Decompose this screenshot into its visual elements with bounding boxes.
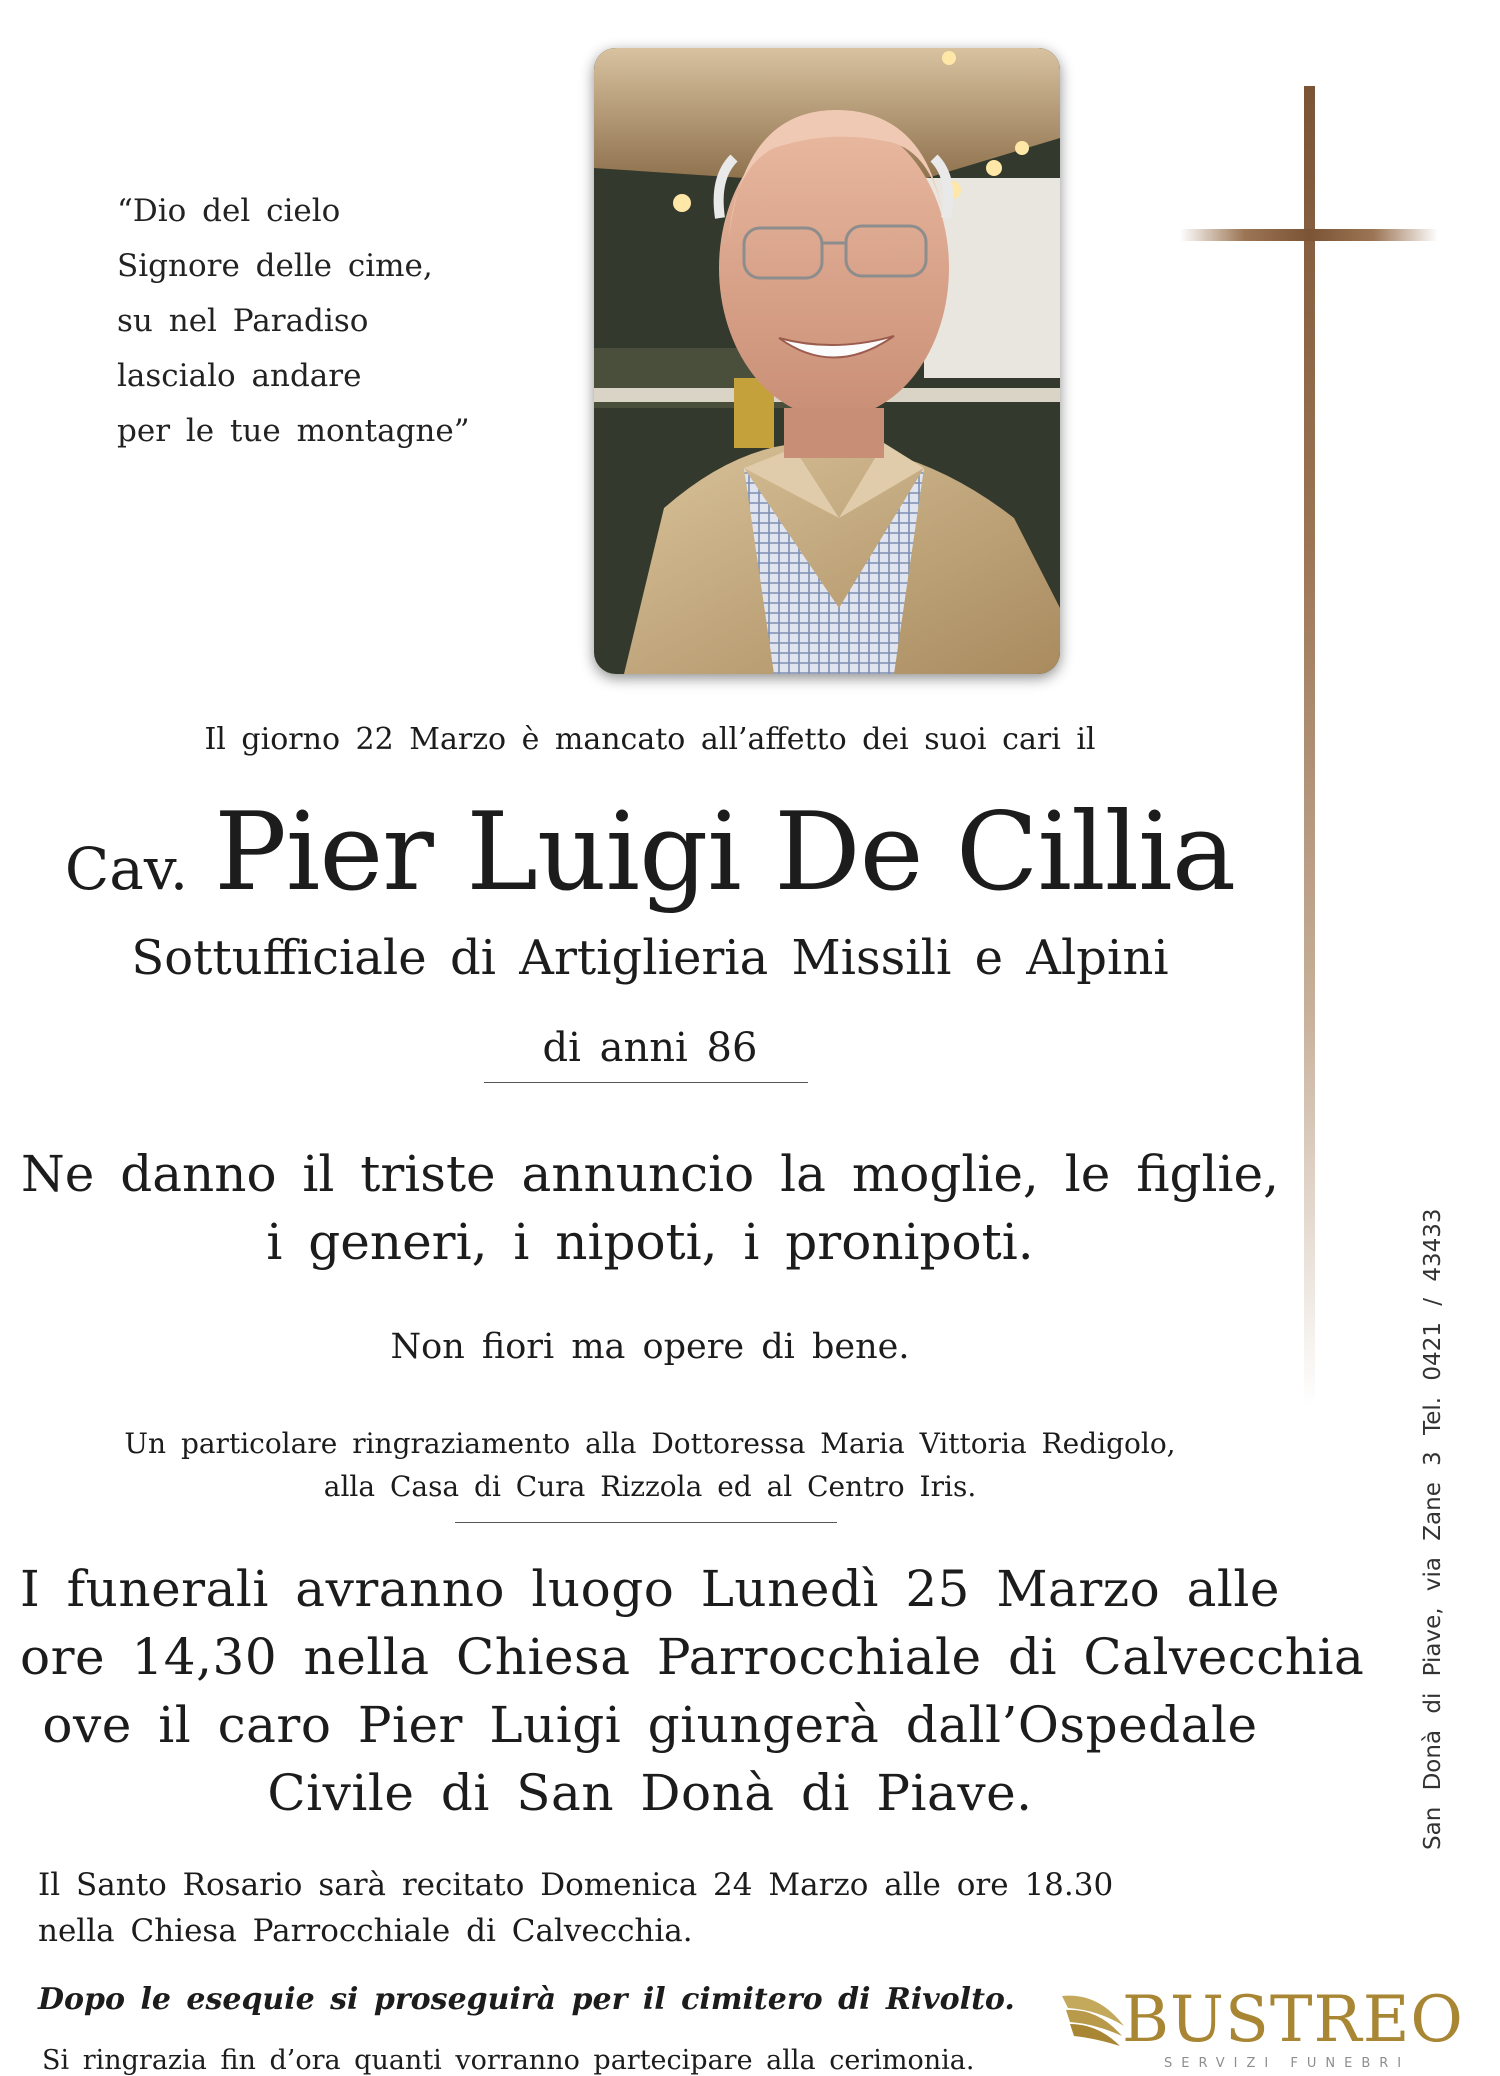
- poem-line: “Dio del cielo: [117, 193, 341, 229]
- poem-line: lascialo andare: [117, 358, 362, 394]
- age: di anni 86: [542, 1025, 758, 1071]
- logo-wordmark: BUSTREO: [1122, 1983, 1464, 2057]
- rosary-details: [38, 1862, 1113, 1954]
- deceased-name-row: [20, 790, 1280, 915]
- funeral-line: ore 14,30 nella Chiesa Parrocchiale di Calvecchia: [20, 1628, 1365, 1686]
- cross-vertical-bar: [1304, 86, 1315, 1406]
- family-line: i generi, i nipoti, i pronipoti.: [266, 1213, 1034, 1271]
- poem-line: su nel Paradiso: [117, 303, 369, 339]
- family-announcement: [20, 1140, 1280, 1276]
- rosary-line: nella Chiesa Parrocchiale di Calvecchia.: [38, 1913, 693, 1949]
- title-prefix: Cav.: [64, 835, 189, 903]
- divider: [484, 1082, 808, 1083]
- wing-icon: [1058, 1986, 1128, 2056]
- deceased-name: Pier Luigi De Cillia: [214, 790, 1236, 915]
- divider: [455, 1522, 837, 1523]
- thanks-line: alla Casa di Cura Rizzola ed al Centro Iris.: [323, 1470, 977, 1503]
- funeral-details: [20, 1555, 1365, 1827]
- cross-horizontal-bar: [1180, 229, 1438, 241]
- final-thanks: Si ringrazia fin d’ora quanti vorranno partecipare alla cerimonia.: [42, 2045, 975, 2076]
- cemetery-note: Dopo le esequie si proseguirà per il cimitero di Rivolto.: [38, 1982, 1015, 2017]
- poem-line: per le tue montagne”: [117, 413, 470, 449]
- portrait-photo: [594, 48, 1060, 674]
- logo-subtitle: SERVIZI FUNEBRI: [1164, 2056, 1411, 2071]
- funeral-line: I funerali avranno luogo Lunedì 25 Marzo alle: [20, 1560, 1280, 1618]
- poem-line: Signore delle cime,: [117, 248, 433, 284]
- poem: [117, 184, 470, 459]
- family-line: Ne danno il triste annuncio la moglie, le figlie,: [20, 1145, 1280, 1203]
- rosary-line: Il Santo Rosario sarà recitato Domenica 24 Marzo alle ore 18.30: [38, 1867, 1114, 1903]
- funeral-line: Civile di San Donà di Piave.: [267, 1764, 1033, 1822]
- agency-contact: San Donà di Piave, via Zane 3 Tel. 0421 / 43433: [1420, 1208, 1446, 1850]
- agency-logo: [1058, 1983, 1464, 2072]
- special-thanks: [20, 1422, 1280, 1508]
- military-rank: Sottufficiale di Artiglieria Missili e Alpini: [131, 930, 1169, 986]
- thanks-line: Un particolare ringraziamento alla Dottoressa Maria Vittoria Redigolo,: [124, 1427, 1176, 1460]
- portrait-illustration: [594, 48, 1060, 674]
- no-flowers-note: Non fiori ma opere di bene.: [390, 1327, 910, 1367]
- funeral-line: ove il caro Pier Luigi giungerà dall’Ospedale: [42, 1696, 1258, 1754]
- intro-text: Il giorno 22 Marzo è mancato all’affetto dei suoi cari il: [204, 722, 1096, 757]
